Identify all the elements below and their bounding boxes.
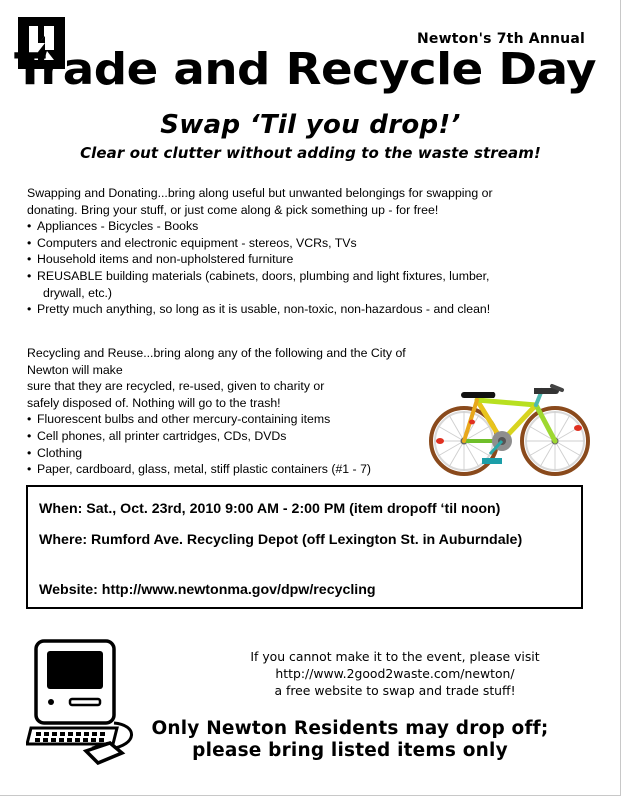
eyebrow-text: Newton's 7th Annual [417, 31, 585, 47]
list-item-continuation: drywall, etc.) [43, 285, 113, 300]
page-title: Trade and Recycle Day [14, 44, 596, 95]
residents-only-notice [130, 718, 570, 762]
list-item: • Cell phones, all printer cartridges, CDs, DVDs [27, 428, 447, 445]
event-when-line: When: Sat., Oct. 23rd, 2010 9:00 AM - 2:00 PM (item dropoff ‘til noon) [39, 501, 501, 517]
list-item: • Fluorescent bulbs and other mercury-containing items [27, 411, 447, 428]
event-details-box [26, 485, 583, 609]
tagline-primary: Swap ‘Til you drop!’ [160, 110, 461, 140]
alt-note-url[interactable]: http://www.2good2waste.com/newton/ [275, 666, 515, 681]
swap-intro-line-2: donating. Bring your stuff, or just come along & pick something up - for free! [27, 202, 439, 217]
tagline-secondary: Clear out clutter without adding to the waste stream! [80, 144, 541, 162]
list-item: • Appliances - Bicycles - Books [27, 218, 582, 235]
swap-intro-line-1: Swapping and Donating...bring along useful but unwanted belongings for swapping or [27, 186, 493, 200]
event-where-line: Where: Rumford Ave. Recycling Depot (off Lexington St. in Auburndale) [39, 532, 523, 548]
recycle-intro-line-2: sure that they are recycled, re-used, given to charity or [27, 379, 325, 394]
list-item: • Computers and electronic equipment - stereos, VCRs, TVs [27, 235, 582, 252]
alt-note-line-3: a free website to swap and trade stuff! [274, 683, 516, 698]
list-item: • Pretty much anything, so long as it is usable, non-toxic, non-hazardous - and clean! [27, 301, 582, 318]
notice-line-1: Only Newton Residents may drop off; [151, 718, 549, 739]
list-item: • REUSABLE building materials (cabinets, doors, plumbing and light fixtures, lumber, [27, 268, 582, 285]
recycling-and-reuse-section [27, 345, 447, 478]
bicycle-photo-icon [424, 378, 596, 480]
recycle-intro-line-3: safely disposed of. Nothing will go to the trash! [27, 395, 281, 410]
notice-line-2: please bring listed items only [192, 740, 508, 761]
recycle-intro-line-1: Recycling and Reuse...bring along any of the following and the City of Newton will make [27, 346, 406, 377]
event-website-line[interactable]: Website: http://www.newtonma.gov/dpw/recycling [39, 582, 376, 598]
list-item: • Paper, cardboard, glass, metal, stiff plastic containers (#1 - 7) [27, 461, 447, 478]
list-item: • Clothing [27, 445, 447, 462]
swap-and-donate-section [27, 185, 582, 318]
list-item: • Household items and non-upholstered furniture [27, 251, 582, 268]
alt-note-line-1: If you cannot make it to the event, please visit [250, 649, 540, 664]
alternate-website-note [195, 648, 595, 699]
